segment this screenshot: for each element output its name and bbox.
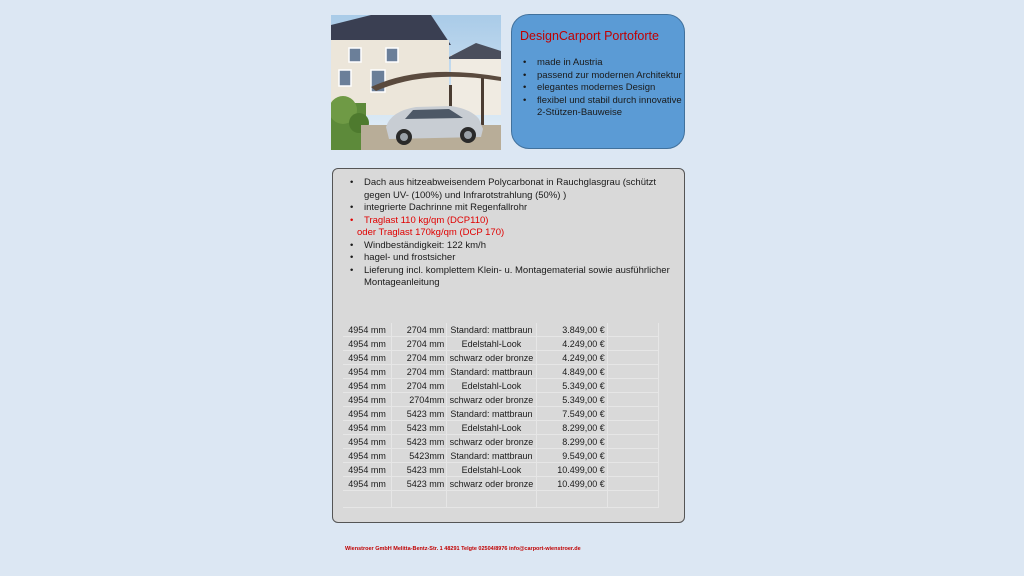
length-cell: 5423 mm <box>392 477 447 491</box>
spec-item: • Lieferung incl. komplettem Klein- u. Montagematerial sowie ausführlicher Montageanleitung <box>347 265 672 290</box>
empty-cell <box>607 407 658 421</box>
length-cell: 5423 mm <box>392 407 447 421</box>
table-row <box>343 351 659 365</box>
price-cell: 10.499,00 € <box>536 477 607 491</box>
finish-cell: Edelstahl-Look <box>447 379 536 393</box>
empty-cell <box>343 491 392 508</box>
table-row <box>343 337 659 351</box>
price-cell: 4.849,00 € <box>536 365 607 379</box>
width-cell: 4954 mm <box>343 435 392 449</box>
carport-photo <box>331 15 501 150</box>
finish-cell: schwarz oder bronze <box>447 393 536 407</box>
price-cell: 8.299,00 € <box>536 421 607 435</box>
length-cell: 5423 mm <box>392 435 447 449</box>
finish-cell: Edelstahl-Look <box>447 463 536 477</box>
price-cell: 3.849,00 € <box>536 323 607 337</box>
width-cell: 4954 mm <box>343 323 392 337</box>
empty-cell <box>447 491 536 508</box>
empty-cell <box>607 477 658 491</box>
highlight-item: • elegantes modernes Design <box>520 82 684 95</box>
price-cell: 7.549,00 € <box>536 407 607 421</box>
empty-cell <box>536 491 607 508</box>
spec-item-load-alt: oder Traglast 170kg/qm (DCP 170) <box>357 227 505 238</box>
highlight-item: • made in Austria <box>520 57 684 70</box>
width-cell: 4954 mm <box>343 379 392 393</box>
length-cell: 2704 mm <box>392 379 447 393</box>
finish-cell: schwarz oder bronze <box>447 477 536 491</box>
table-row <box>343 449 659 463</box>
table-row <box>343 407 659 421</box>
price-cell: 8.299,00 € <box>536 435 607 449</box>
width-cell: 4954 mm <box>343 407 392 421</box>
empty-cell <box>607 449 658 463</box>
highlights-list <box>520 57 684 120</box>
price-table <box>343 323 659 508</box>
empty-cell <box>607 379 658 393</box>
width-cell: 4954 mm <box>343 365 392 379</box>
table-row <box>343 365 659 379</box>
empty-cell <box>607 351 658 365</box>
product-highlights-box <box>511 14 685 149</box>
finish-cell: schwarz oder bronze <box>447 351 536 365</box>
length-cell: 2704 mm <box>392 351 447 365</box>
spec-item: • hagel- und frostsicher <box>347 252 672 265</box>
table-row <box>343 477 659 491</box>
spec-item: • integrierte Dachrinne mit Regenfallrohr <box>347 202 672 215</box>
table-row-empty <box>343 491 659 508</box>
length-cell: 2704 mm <box>392 323 447 337</box>
table-row <box>343 463 659 477</box>
table-row <box>343 435 659 449</box>
finish-cell: Edelstahl-Look <box>447 421 536 435</box>
width-cell: 4954 mm <box>343 421 392 435</box>
finish-cell: schwarz oder bronze <box>447 435 536 449</box>
footer-contact: Wienstroer GmbH Melitta-Bentz-Str. 1 48291 Telgte 02504/8976 info@carport-wienstroer.de <box>345 546 581 552</box>
highlight-item: • flexibel und stabil durch innovative 2-Stützen-Bauweise <box>520 95 684 120</box>
specifications-list <box>347 177 684 290</box>
price-cell: 5.349,00 € <box>536 393 607 407</box>
width-cell: 4954 mm <box>343 393 392 407</box>
price-cell: 4.249,00 € <box>536 337 607 351</box>
table-row <box>343 421 659 435</box>
table-row <box>343 393 659 407</box>
table-row <box>343 379 659 393</box>
spec-item: • Windbeständigkeit: 122 km/h <box>347 240 672 253</box>
length-cell: 2704mm <box>392 393 447 407</box>
empty-cell <box>607 323 658 337</box>
width-cell: 4954 mm <box>343 337 392 351</box>
price-cell: 10.499,00 € <box>536 463 607 477</box>
finish-cell: Standard: mattbraun <box>447 323 536 337</box>
spec-item-load: • Traglast 110 kg/qm (DCP110) <box>347 215 672 228</box>
length-cell: 5423 mm <box>392 421 447 435</box>
width-cell: 4954 mm <box>343 477 392 491</box>
spec-item: • Dach aus hitzeabweisendem Polycarbonat in Rauchglasgrau (schützt gegen UV- (100%) und Infrarotstrahlung (50%) ) <box>347 177 672 202</box>
length-cell: 5423mm <box>392 449 447 463</box>
width-cell: 4954 mm <box>343 449 392 463</box>
finish-cell: Standard: mattbraun <box>447 365 536 379</box>
price-cell: 9.549,00 € <box>536 449 607 463</box>
length-cell: 5423 mm <box>392 463 447 477</box>
width-cell: 4954 mm <box>343 463 392 477</box>
empty-cell <box>392 491 447 508</box>
width-cell: 4954 mm <box>343 351 392 365</box>
empty-cell <box>607 337 658 351</box>
length-cell: 2704 mm <box>392 365 447 379</box>
product-title: DesignCarport Portoforte <box>520 29 659 43</box>
empty-cell <box>607 365 658 379</box>
empty-cell <box>607 435 658 449</box>
empty-cell <box>607 491 658 508</box>
finish-cell: Edelstahl-Look <box>447 337 536 351</box>
empty-cell <box>607 393 658 407</box>
finish-cell: Standard: mattbraun <box>447 407 536 421</box>
finish-cell: Standard: mattbraun <box>447 449 536 463</box>
length-cell: 2704 mm <box>392 337 447 351</box>
empty-cell <box>607 463 658 477</box>
empty-cell <box>607 421 658 435</box>
price-cell: 4.249,00 € <box>536 351 607 365</box>
highlight-item: • passend zur modernen Architektur <box>520 70 684 83</box>
price-cell: 5.349,00 € <box>536 379 607 393</box>
table-row <box>343 323 659 337</box>
